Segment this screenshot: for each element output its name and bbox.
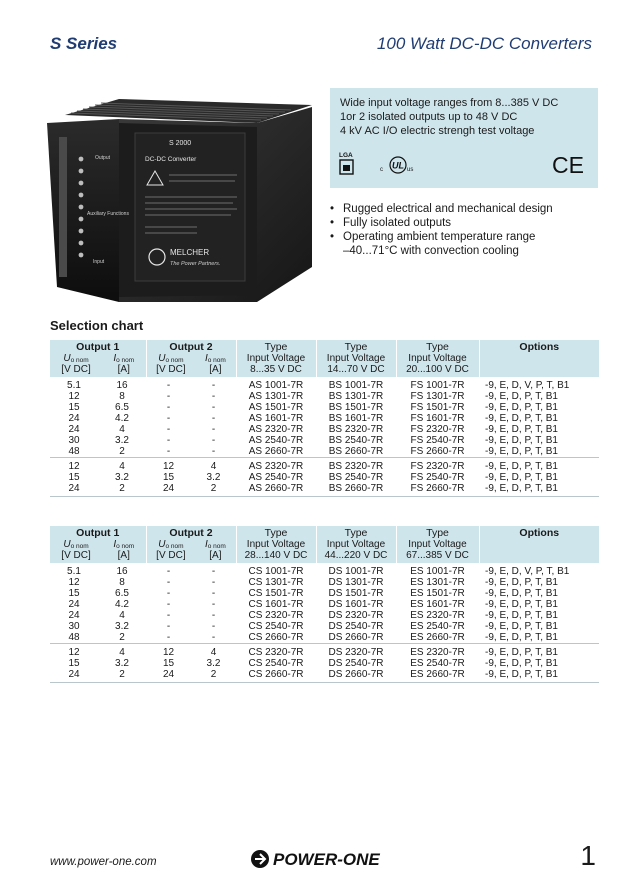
type-cell: CS 1501-7R [248, 588, 304, 599]
feature-item: • Operating ambient temperature range [330, 230, 553, 244]
type-header: Type Input Voltage 28...140 V DC [236, 526, 316, 563]
output2-current-cell: 3.2 [206, 472, 221, 483]
output1-voltage-cell: 15 [68, 472, 80, 483]
output2-voltage-cell: 24 [146, 483, 191, 497]
options-cell: -9, E, D, V, P, T, B1 [485, 566, 570, 577]
output1-current-cell: 8 [119, 391, 125, 402]
output2-current-cell: 4 [191, 458, 236, 473]
output1-current-cell: 3.2 [115, 621, 129, 632]
type-cell: CS 2540-7R [248, 621, 304, 632]
ul-mark-icon [380, 155, 416, 175]
type-cell: FS 2660-7R [410, 446, 465, 457]
table-row [50, 391, 599, 402]
output2-voltage-cell: - [166, 446, 171, 457]
photo-model-label: S 2000 [169, 140, 192, 147]
output2-voltage-cell: - [166, 577, 171, 588]
type-cell: FS 1501-7R [410, 402, 465, 413]
type-cell: ES 1501-7R [410, 588, 465, 599]
output2-current-cell: - [211, 402, 216, 413]
options-cell: -9, E, D, P, T, B1 [485, 402, 558, 413]
output2-current-cell: 3.2 [206, 658, 221, 669]
options-cell: -9, E, D, P, T, B1 [485, 435, 558, 446]
output1-voltage-cell: 48 [68, 446, 80, 457]
feature-item: • Rugged electrical and mechanical design [330, 202, 553, 216]
options-cell: -9, E, D, P, T, B1 [485, 446, 558, 457]
output2-current-cell: - [211, 446, 216, 457]
options-cell: -9, E, D, P, T, B1 [485, 577, 558, 588]
ce-mark-icon [552, 152, 586, 176]
output1-current-cell: 4 [98, 458, 146, 473]
table-row [50, 377, 599, 391]
type-header: Type Input Voltage 8...35 V DC [236, 340, 316, 377]
output2-voltage-cell: - [166, 380, 171, 391]
output1-voltage-cell: 24 [50, 669, 98, 683]
table-row [50, 658, 599, 669]
product-line-title: 100 Watt DC-DC Converters [376, 34, 592, 53]
selection-table-2 [50, 526, 599, 683]
options-cell: -9, E, D, P, T, B1 [479, 458, 599, 473]
type-cell: DS 2660-7R [316, 669, 396, 683]
type-cell: CS 2320-7R [236, 644, 316, 659]
photo-aux-label: Auxiliary Functions [87, 211, 129, 217]
type-cell: DS 1501-7R [328, 588, 384, 599]
output1-current-cell: 16 [116, 566, 128, 577]
options-header: Options [479, 526, 599, 563]
type-cell: AS 1601-7R [248, 413, 304, 424]
output2-current-cell: 4 [191, 644, 236, 659]
output1-voltage-cell: 30 [68, 621, 80, 632]
table-row [50, 588, 599, 599]
certification-marks [338, 150, 590, 180]
power-one-logo [250, 848, 400, 870]
options-cell: -9, E, D, P, T, B1 [485, 391, 558, 402]
type-cell: BS 1301-7R [328, 391, 384, 402]
table-row [50, 402, 599, 413]
logo-text: POWER-ONE [273, 850, 380, 869]
lga-mark-text: LGA [339, 152, 353, 159]
output1-voltage-cell: 5.1 [67, 380, 81, 391]
section-title: Selection chart [50, 318, 144, 333]
type-cell: DS 2320-7R [328, 610, 384, 621]
type-cell: AS 2540-7R [248, 472, 304, 483]
output2-current-cell: - [211, 632, 216, 643]
type-header: Type Input Voltage 44...220 V DC [316, 526, 396, 563]
output1-voltage-cell: 15 [68, 588, 80, 599]
type-cell: BS 2660-7R [328, 446, 384, 457]
options-cell: -9, E, D, P, T, B1 [479, 483, 599, 497]
output1-current-cell: 2 [98, 483, 146, 497]
output2-current-cell: - [211, 566, 216, 577]
feature-item-continuation: –40...71°C with convection cooling [343, 245, 519, 257]
svg-text:us: us [407, 167, 414, 173]
output1-current-cell: 4 [98, 644, 146, 659]
output2-current-cell: 2 [191, 669, 236, 683]
type-cell: CS 2320-7R [248, 610, 304, 621]
options-cell: -9, E, D, P, T, B1 [485, 413, 558, 424]
output2-voltage-cell: - [166, 566, 171, 577]
output1-voltage-cell: 12 [50, 644, 98, 659]
type-cell: AS 2320-7R [236, 458, 316, 473]
output2-voltage-cell: - [166, 402, 171, 413]
output2-current-cell: - [211, 424, 216, 435]
output1-voltage-cell: 30 [68, 435, 80, 446]
type-cell: ES 2540-7R [410, 658, 465, 669]
feature-item: • Fully isolated outputs [330, 216, 553, 230]
type-cell: DS 2660-7R [328, 632, 384, 643]
output1-voltage-cell: 24 [68, 599, 80, 610]
type-cell: CS 1601-7R [248, 599, 304, 610]
options-cell: -9, E, D, P, T, B1 [485, 588, 558, 599]
page-number: 1 [580, 840, 596, 871]
output1-current-cell: 4.2 [115, 599, 129, 610]
output2-voltage-cell: 24 [146, 669, 191, 683]
output2-current-cell: - [211, 391, 216, 402]
type-cell: FS 2660-7R [396, 483, 479, 497]
output1-voltage-cell: 5.1 [67, 566, 81, 577]
output1-current-cell: 4.2 [115, 413, 129, 424]
output1-voltage-cell: 24 [68, 424, 80, 435]
photo-output-label: Output [95, 155, 111, 161]
type-header: Type Input Voltage 14...70 V DC [316, 340, 396, 377]
options-cell: -9, E, D, P, T, B1 [485, 599, 558, 610]
options-cell: -9, E, D, V, P, T, B1 [485, 380, 570, 391]
type-header: Type Input Voltage 67...385 V DC [396, 526, 479, 563]
selection-table-1 [50, 340, 599, 497]
table-row [50, 446, 599, 458]
spec-line: 1or 2 isolated outputs up to 48 V DC [340, 111, 518, 123]
output2-header: Output 2 $U_{o nom}$ [V DC] $I_{o nom}$ [A] [146, 340, 236, 377]
type-cell: ES 2540-7R [410, 621, 465, 632]
output1-current-cell: 3.2 [115, 658, 129, 669]
ce-mark-text: CE [552, 152, 584, 176]
output2-voltage-cell: - [166, 610, 171, 621]
type-cell: AS 1501-7R [248, 402, 304, 413]
table-row [50, 563, 599, 577]
feature-list [330, 202, 553, 258]
table-row [50, 632, 599, 644]
type-cell: ES 2660-7R [410, 632, 465, 643]
output2-current-cell: - [211, 380, 216, 391]
table-row [50, 669, 599, 683]
table-row [50, 483, 599, 497]
table-row [50, 424, 599, 435]
output1-current-cell: 6.5 [115, 588, 129, 599]
type-cell: ES 2320-7R [410, 610, 465, 621]
type-cell: AS 2540-7R [248, 435, 304, 446]
product-photo [47, 97, 312, 302]
output1-current-cell: 4 [119, 424, 125, 435]
output1-voltage-cell: 24 [50, 483, 98, 497]
type-cell: FS 1601-7R [410, 413, 465, 424]
type-cell: BS 1001-7R [328, 380, 384, 391]
type-cell: ES 2320-7R [396, 644, 479, 659]
output2-voltage-cell: 12 [146, 644, 191, 659]
photo-brand-label: MELCHER [170, 248, 210, 257]
options-cell: -9, E, D, P, T, B1 [485, 632, 558, 643]
options-cell: -9, E, D, P, T, B1 [479, 644, 599, 659]
type-cell: BS 1601-7R [328, 413, 384, 424]
type-cell: CS 1301-7R [248, 577, 304, 588]
table-2-body [50, 563, 599, 683]
type-cell: FS 2320-7R [396, 458, 479, 473]
output2-current-cell: - [211, 610, 216, 621]
output1-header: Output 1 $U_{o nom}$ [V DC] $I_{o nom}$ [A] [50, 340, 146, 377]
output2-header: Output 2 $U_{o nom}$ [V DC] $I_{o nom}$ [A] [146, 526, 236, 563]
output2-voltage-cell: 15 [162, 658, 175, 669]
output2-current-cell: - [211, 577, 216, 588]
photo-type-label: DC-DC Converter [145, 156, 197, 163]
type-cell: FS 2320-7R [410, 424, 465, 435]
output2-current-cell: 2 [191, 483, 236, 497]
type-cell: DS 2540-7R [328, 621, 384, 632]
type-cell: CS 2660-7R [248, 632, 304, 643]
output1-voltage-cell: 15 [68, 402, 80, 413]
type-cell: ES 1301-7R [410, 577, 465, 588]
type-cell: BS 1501-7R [328, 402, 384, 413]
output1-current-cell: 6.5 [115, 402, 129, 413]
output2-voltage-cell: - [166, 588, 171, 599]
table-row [50, 472, 599, 483]
type-cell: FS 1001-7R [410, 380, 465, 391]
options-cell: -9, E, D, P, T, B1 [485, 658, 558, 669]
type-header: Type Input Voltage 20...100 V DC [396, 340, 479, 377]
output2-voltage-cell: - [166, 424, 171, 435]
spec-line: 4 kV AC I/O electric strengh test voltage [340, 125, 535, 137]
type-cell: BS 2540-7R [328, 472, 384, 483]
output2-current-cell: - [211, 435, 216, 446]
table-row [50, 621, 599, 632]
output2-voltage-cell: - [166, 599, 171, 610]
type-cell: DS 1001-7R [328, 566, 384, 577]
output2-voltage-cell: - [166, 632, 171, 643]
output1-voltage-cell: 12 [68, 577, 80, 588]
output1-header: Output 1 $U_{o nom}$ [V DC] $I_{o nom}$ [A] [50, 526, 146, 563]
table-row [50, 610, 599, 621]
output1-voltage-cell: 15 [68, 658, 80, 669]
output2-voltage-cell: - [166, 621, 171, 632]
photo-tagline-label: The Power Partners. [170, 261, 221, 267]
type-cell: BS 2320-7R [328, 424, 384, 435]
options-cell: -9, E, D, P, T, B1 [485, 424, 558, 435]
table-row [50, 458, 599, 473]
output2-voltage-cell: - [166, 435, 171, 446]
series-title: S Series [50, 34, 118, 53]
lga-mark-icon [338, 150, 358, 176]
type-cell: DS 2320-7R [316, 644, 396, 659]
output2-current-cell: - [211, 599, 216, 610]
table-row [50, 435, 599, 446]
table-1-body [50, 377, 599, 497]
output1-current-cell: 16 [116, 380, 128, 391]
options-cell: -9, E, D, P, T, B1 [485, 472, 558, 483]
table-row [50, 644, 599, 659]
table-row [50, 577, 599, 588]
photo-input-label: Input [93, 259, 105, 265]
spec-box [330, 88, 598, 188]
svg-text:c: c [380, 167, 383, 173]
type-cell: AS 2660-7R [248, 446, 304, 457]
output1-current-cell: 2 [119, 632, 125, 643]
output1-current-cell: 4 [119, 610, 125, 621]
type-cell: ES 1601-7R [410, 599, 465, 610]
output1-voltage-cell: 12 [50, 458, 98, 473]
type-cell: CS 2540-7R [248, 658, 304, 669]
options-header: Options [479, 340, 599, 377]
type-cell: AS 1001-7R [248, 380, 304, 391]
table-row [50, 413, 599, 424]
output2-current-cell: - [211, 413, 216, 424]
type-cell: AS 1301-7R [248, 391, 304, 402]
options-cell: -9, E, D, P, T, B1 [485, 610, 558, 621]
type-cell: DS 2540-7R [328, 658, 384, 669]
output2-current-cell: - [211, 588, 216, 599]
output1-voltage-cell: 48 [68, 632, 80, 643]
options-cell: -9, E, D, P, T, B1 [479, 669, 599, 683]
table-row [50, 599, 599, 610]
svg-text:UL: UL [392, 160, 404, 171]
output1-voltage-cell: 24 [68, 610, 80, 621]
output2-voltage-cell: - [166, 391, 171, 402]
output1-voltage-cell: 12 [68, 391, 80, 402]
options-cell: -9, E, D, P, T, B1 [485, 621, 558, 632]
type-cell: BS 2320-7R [316, 458, 396, 473]
type-cell: AS 2660-7R [236, 483, 316, 497]
type-cell: ES 2660-7R [396, 669, 479, 683]
type-cell: BS 2540-7R [328, 435, 384, 446]
type-cell: AS 2320-7R [248, 424, 304, 435]
type-cell: BS 2660-7R [316, 483, 396, 497]
output1-current-cell: 3.2 [115, 472, 129, 483]
footer-url[interactable]: www.power-one.com [50, 856, 157, 868]
type-cell: FS 2540-7R [410, 435, 465, 446]
spec-line: Wide input voltage ranges from 8...385 V DC [340, 97, 559, 109]
output2-current-cell: - [211, 621, 216, 632]
output1-current-cell: 2 [119, 446, 125, 457]
type-cell: ES 1001-7R [410, 566, 465, 577]
type-cell: CS 1001-7R [248, 566, 304, 577]
type-cell: FS 2540-7R [410, 472, 465, 483]
type-cell: DS 1601-7R [328, 599, 384, 610]
output1-current-cell: 2 [98, 669, 146, 683]
output2-voltage-cell: 12 [146, 458, 191, 473]
output2-voltage-cell: 15 [162, 472, 175, 483]
output1-voltage-cell: 24 [68, 413, 80, 424]
output2-voltage-cell: - [166, 413, 171, 424]
type-cell: DS 1301-7R [328, 577, 384, 588]
output1-current-cell: 3.2 [115, 435, 129, 446]
output1-current-cell: 8 [119, 577, 125, 588]
type-cell: FS 1301-7R [410, 391, 465, 402]
type-cell: CS 2660-7R [236, 669, 316, 683]
